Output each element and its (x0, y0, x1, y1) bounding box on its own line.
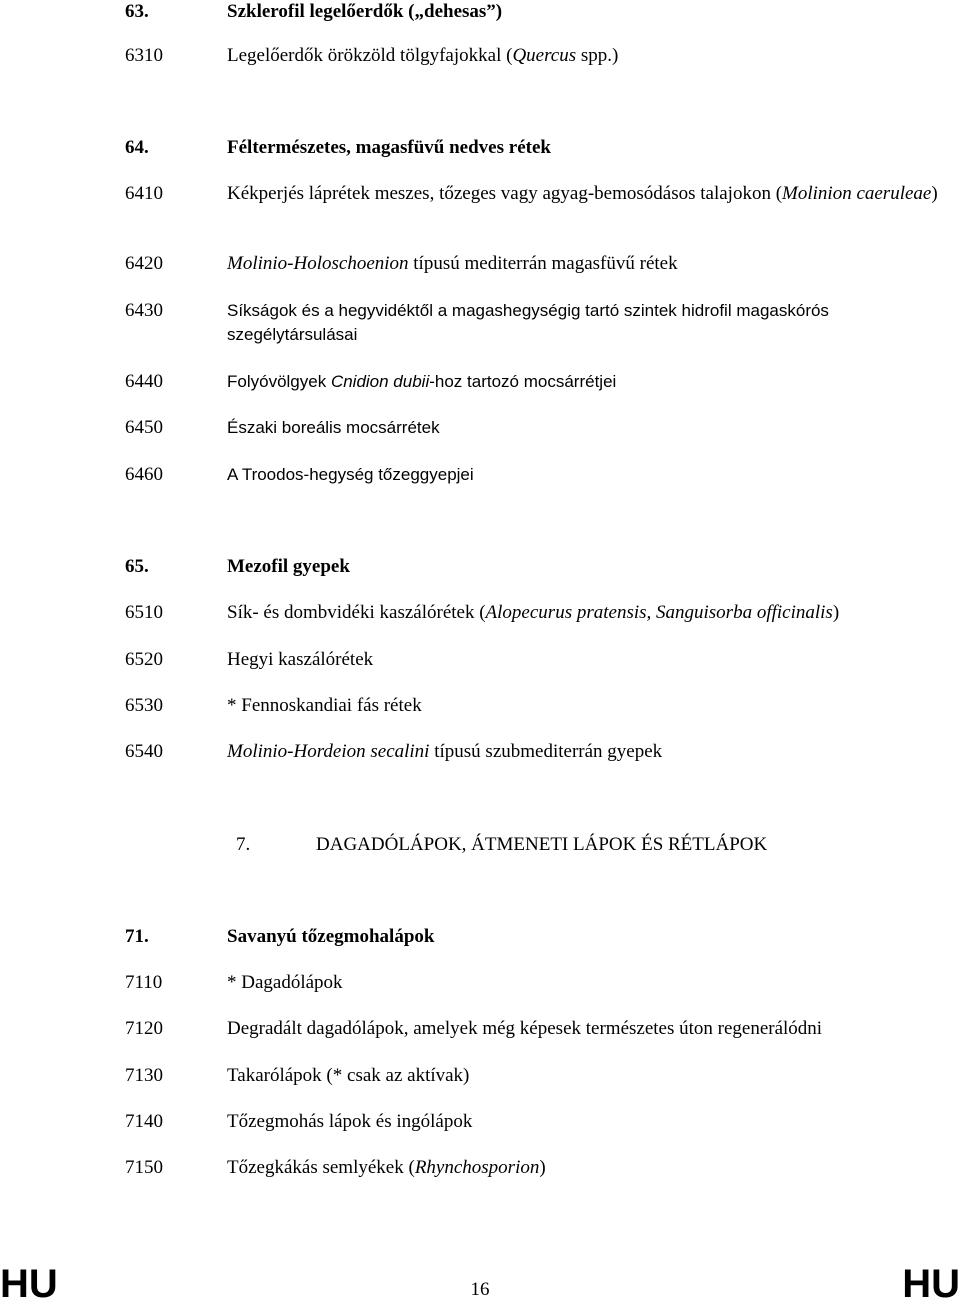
footer-language-right: HU (902, 1262, 960, 1306)
habitat-name (227, 694, 947, 718)
section-title (227, 555, 947, 579)
text-run: Szklerofil legelőerdők („dehesas”) (227, 1, 503, 22)
habitat-name (227, 182, 947, 206)
habitat-code: 6420 (125, 253, 163, 274)
habitat-name (227, 416, 947, 440)
italic-text: Quercus (512, 45, 577, 66)
habitat-code: 6450 (125, 417, 163, 438)
habitat-code: 6310 (125, 45, 163, 66)
text-run: ) (832, 602, 840, 623)
text-run: Féltermészetes, magasfüvű nedves rétek (227, 137, 551, 158)
habitat-name (227, 648, 947, 672)
text-run: Folyóvölgyek (227, 372, 331, 391)
text-run: Mezofil gyepek (227, 556, 350, 577)
habitat-name (227, 1110, 947, 1134)
chapter-number: 7. (236, 834, 251, 855)
habitat-code: 7120 (125, 1018, 163, 1039)
section-code: 65. (125, 556, 149, 577)
habitat-name (227, 252, 947, 276)
habitat-code: 7150 (125, 1157, 163, 1178)
text-run: ) (539, 1157, 546, 1178)
text-run: -hoz tartozó mocsárrétjei (429, 372, 617, 391)
section-title (227, 136, 947, 160)
habitat-name (227, 601, 947, 625)
habitat-name (227, 740, 947, 764)
italic-text: Cnidion dubii (330, 372, 430, 391)
italic-text: Rhynchosporion (414, 1157, 540, 1178)
habitat-name (227, 971, 947, 995)
page-number: 16 (470, 1279, 490, 1300)
italic-text: Molinio-Holoschoenion (227, 253, 409, 274)
habitat-code: 6510 (125, 602, 163, 623)
section-title (227, 0, 947, 24)
chapter-title: DAGADÓLÁPOK, ÁTMENETI LÁPOK ÉS RÉTLÁPOK (316, 834, 768, 855)
text-run: Takarólápok (* csak az aktívak) (227, 1065, 470, 1086)
habitat-name (227, 1017, 947, 1041)
text-run: ) (931, 183, 938, 204)
habitat-code: 7110 (125, 972, 163, 993)
text-run: Kékperjés láprétek meszes, tőzeges vagy agyag-bemosódásos talajokon ( (227, 183, 783, 204)
section-code: 64. (125, 137, 149, 158)
text-run: Degradált dagadólápok, amelyek még képesek természetes úton regenerálódni (227, 1018, 823, 1039)
habitat-code: 6410 (125, 183, 163, 204)
habitat-code: 6530 (125, 695, 163, 716)
habitat-code: 7140 (125, 1111, 163, 1132)
italic-text: Alopecurus pratensis, Sanguisorba officinalis (485, 602, 833, 623)
habitat-code: 6430 (125, 300, 163, 321)
text-run: Hegyi kaszálórétek (227, 649, 374, 670)
habitat-code: 6520 (125, 649, 163, 670)
text-run: típusú mediterrán magasfüvű rétek (408, 253, 678, 274)
text-run: Savanyú tőzegmohalápok (227, 926, 435, 947)
italic-text: Molinion caeruleae (782, 183, 932, 204)
habitat-code: 6440 (125, 371, 163, 392)
text-run: A Troodos-hegység tőzeggyepjei (227, 465, 474, 484)
text-run: típusú szubmediterrán gyepek (429, 741, 663, 762)
text-run: * Fennoskandiai fás rétek (227, 695, 422, 716)
habitat-name (227, 463, 947, 487)
habitat-name (227, 1064, 947, 1088)
italic-text: Molinio-Hordeion secalini (227, 741, 430, 762)
text-run: Tőzegmohás lápok és ingólápok (227, 1111, 473, 1132)
section-code: 63. (125, 1, 149, 22)
habitat-code: 6540 (125, 741, 163, 762)
section-code: 71. (125, 926, 149, 947)
text-run: Északi boreális mocsárrétek (227, 418, 440, 437)
habitat-code: 6460 (125, 464, 163, 485)
habitat-name (227, 1156, 947, 1180)
habitat-name (227, 370, 947, 394)
text-run: spp.) (576, 45, 619, 66)
habitat-name (227, 44, 947, 68)
text-run: Tőzegkákás semlyékek ( (227, 1157, 415, 1178)
text-run: Síkságok és a hegyvidéktől a magashegységig tartó szintek hidrofil magaskórós szegélytársulásai (227, 301, 829, 344)
habitat-code: 7130 (125, 1065, 163, 1086)
habitat-name (227, 299, 947, 347)
section-title (227, 925, 947, 949)
text-run: Sík- és dombvidéki kaszálórétek ( (227, 602, 486, 623)
footer-language-left: HU (0, 1262, 58, 1306)
text-run: Legelőerdők örökzöld tölgyfajokkal ( (227, 45, 513, 66)
text-run: * Dagadólápok (227, 972, 343, 993)
